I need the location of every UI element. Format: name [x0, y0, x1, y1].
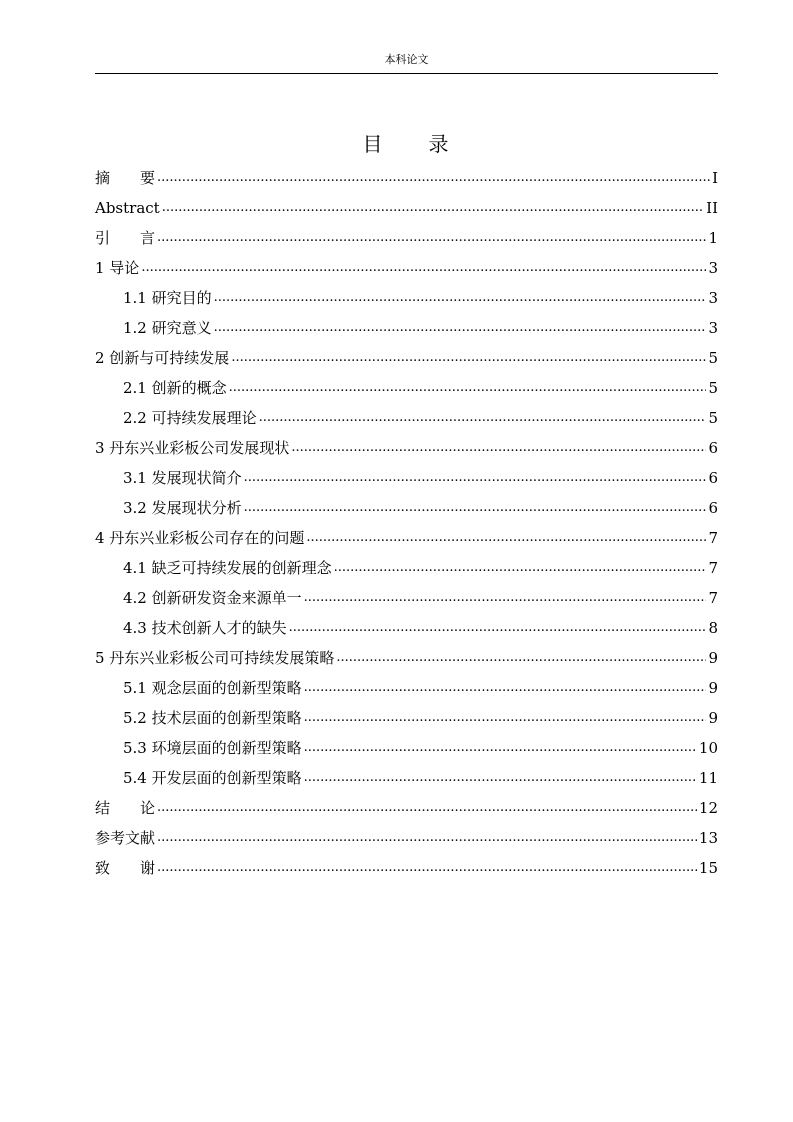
toc-entry-page: 6	[708, 499, 718, 517]
toc-entry-chapter-1[interactable]	[95, 253, 718, 283]
toc-entry-page: 6	[708, 469, 718, 487]
toc-leader-dots	[304, 763, 697, 793]
toc-leader-dots	[214, 283, 707, 313]
toc-entry-page: II	[706, 199, 718, 217]
toc-entry-label: 2 创新与可持续发展	[95, 349, 230, 367]
toc-entry-page: 1	[708, 229, 718, 247]
toc-entry-abstract-cn[interactable]	[95, 163, 718, 193]
toc-entry-section-5-1[interactable]	[95, 673, 718, 703]
toc-entry-page: 15	[698, 859, 718, 877]
toc-entry-acknowledgements[interactable]	[95, 853, 718, 883]
toc-entry-label: 引 言	[95, 229, 156, 247]
toc-entry-label: 5 丹东兴业彩板公司可持续发展策略	[95, 649, 335, 667]
toc-entry-section-1-2[interactable]	[95, 313, 718, 343]
toc-entry-chapter-3[interactable]	[95, 433, 718, 463]
toc-leader-dots	[336, 643, 706, 673]
toc-entry-page: 12	[698, 799, 718, 817]
toc-entry-label: 3.1 发展现状简介	[123, 469, 242, 487]
toc-entry-introduction[interactable]	[95, 223, 718, 253]
toc-entry-page: 7	[708, 589, 718, 607]
toc-leader-dots	[157, 163, 710, 193]
toc-leader-dots	[259, 403, 707, 433]
toc-entry-label: 2.1 创新的概念	[123, 379, 227, 397]
toc-entry-label: 5.2 技术层面的创新型策略	[123, 709, 302, 727]
toc-leader-dots	[162, 193, 704, 223]
toc-entry-label: 2.2 可持续发展理论	[123, 409, 257, 427]
toc-entry-label: 1.2 研究意义	[123, 319, 212, 337]
toc-entry-label: 5.3 环境层面的创新型策略	[123, 739, 302, 757]
toc-entry-page: 5	[708, 409, 718, 427]
page-header: 本科论文	[384, 53, 429, 66]
toc-entry-section-5-4[interactable]	[95, 763, 718, 793]
toc-leader-dots	[229, 373, 707, 403]
toc-entry-page: 13	[698, 829, 718, 847]
toc-leader-dots	[157, 823, 697, 853]
toc-leader-dots	[231, 343, 706, 373]
toc-entry-label: 3 丹东兴业彩板公司发展现状	[95, 439, 290, 457]
toc-entry-page: 9	[708, 709, 718, 727]
toc-entry-label: 1 导论	[95, 259, 140, 277]
toc-entry-page: 9	[708, 649, 718, 667]
toc-leader-dots	[289, 613, 707, 643]
toc-leader-dots	[304, 733, 697, 763]
toc-leader-dots	[157, 223, 706, 253]
toc-leader-dots	[157, 853, 697, 883]
toc-leader-dots	[306, 523, 706, 553]
toc-entry-label: 4.1 缺乏可持续发展的创新理念	[123, 559, 332, 577]
toc-entry-page: 9	[708, 679, 718, 697]
toc-entry-chapter-4[interactable]	[95, 523, 718, 553]
toc-entry-references[interactable]	[95, 823, 718, 853]
toc-entry-section-2-1[interactable]	[95, 373, 718, 403]
toc-entry-label: 4.2 创新研发资金来源单一	[123, 589, 302, 607]
toc-leader-dots	[244, 493, 707, 523]
toc-entry-page: 7	[708, 529, 718, 547]
toc-entry-label: 致 谢	[95, 859, 156, 877]
toc-entry-conclusion[interactable]	[95, 793, 718, 823]
toc-entry-section-1-1[interactable]	[95, 283, 718, 313]
toc-entry-label: 4.3 技术创新人才的缺失	[123, 619, 287, 637]
toc-entry-label: 摘 要	[95, 169, 156, 187]
toc-leader-dots	[214, 313, 707, 343]
toc-entry-section-4-2[interactable]	[95, 583, 718, 613]
toc-entry-label: 3.2 发展现状分析	[123, 499, 242, 517]
toc-entry-label: Abstract	[95, 199, 160, 217]
toc-entry-label: 参考文献	[95, 829, 156, 847]
toc-entry-section-2-2[interactable]	[95, 403, 718, 433]
toc-entry-page: 10	[698, 739, 718, 757]
toc-entry-page: 5	[708, 379, 718, 397]
toc-leader-dots	[141, 253, 706, 283]
toc-leader-dots	[304, 583, 707, 613]
toc-entry-page: I	[712, 169, 718, 187]
toc-entry-abstract-en[interactable]	[95, 193, 718, 223]
toc-entry-section-5-3[interactable]	[95, 733, 718, 763]
toc-leader-dots	[291, 433, 706, 463]
toc-entry-section-5-2[interactable]	[95, 703, 718, 733]
toc-entry-label: 5.1 观念层面的创新型策略	[123, 679, 302, 697]
toc-leader-dots	[244, 463, 707, 493]
table-of-contents	[95, 163, 718, 883]
toc-entry-page: 8	[708, 619, 718, 637]
toc-entry-label: 1.1 研究目的	[123, 289, 212, 307]
toc-entry-page: 3	[708, 289, 718, 307]
toc-entry-section-4-1[interactable]	[95, 553, 718, 583]
toc-entry-label: 5.4 开发层面的创新型策略	[123, 769, 302, 787]
toc-entry-chapter-2[interactable]	[95, 343, 718, 373]
toc-entry-page: 3	[708, 319, 718, 337]
toc-entry-section-3-2[interactable]	[95, 493, 718, 523]
toc-entry-page: 5	[708, 349, 718, 367]
header-rule	[95, 73, 718, 74]
toc-entry-label: 4 丹东兴业彩板公司存在的问题	[95, 529, 305, 547]
toc-title: 目 录	[362, 132, 451, 156]
toc-entry-section-3-1[interactable]	[95, 463, 718, 493]
toc-leader-dots	[304, 703, 707, 733]
toc-entry-label: 结 论	[95, 799, 156, 817]
toc-entry-page: 7	[708, 559, 718, 577]
toc-leader-dots	[304, 673, 707, 703]
toc-entry-page: 6	[708, 439, 718, 457]
toc-entry-page: 3	[708, 259, 718, 277]
toc-entry-chapter-5[interactable]	[95, 643, 718, 673]
toc-entry-page: 11	[698, 769, 718, 787]
toc-entry-section-4-3[interactable]	[95, 613, 718, 643]
toc-leader-dots	[157, 793, 697, 823]
toc-leader-dots	[334, 553, 707, 583]
